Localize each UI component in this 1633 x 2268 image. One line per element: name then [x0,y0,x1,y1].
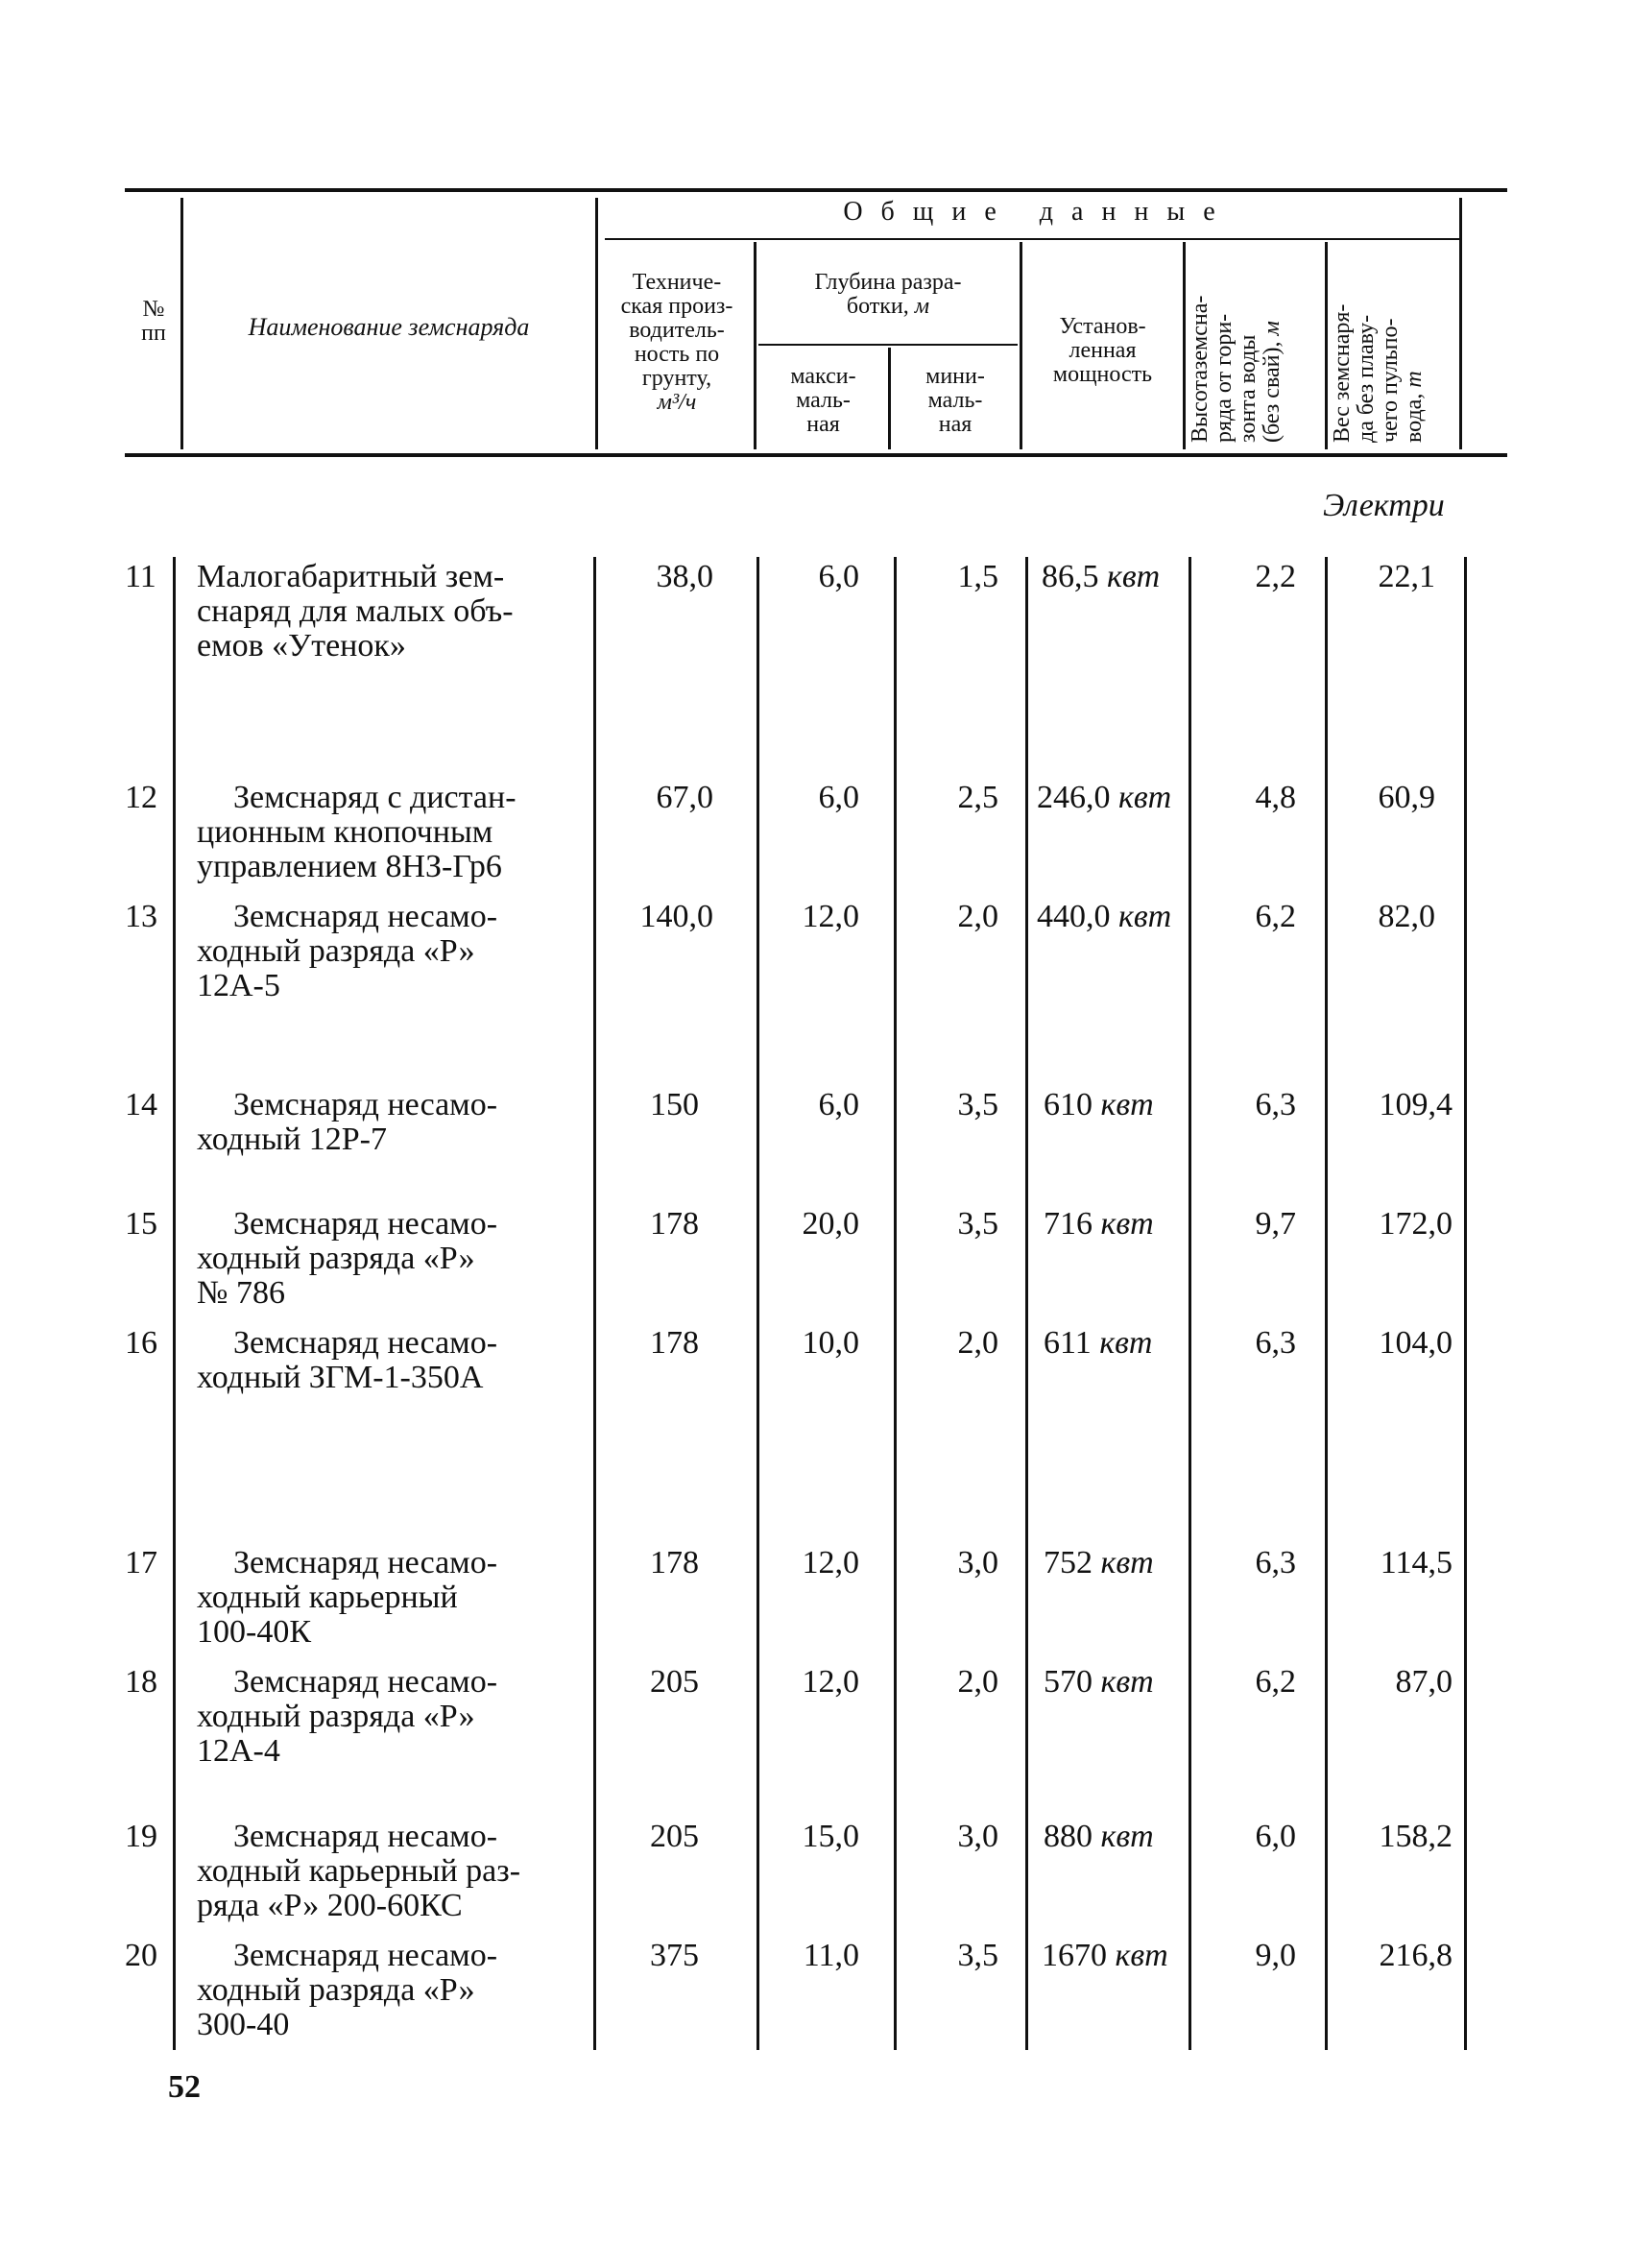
header-divider [754,242,756,449]
productivity-value: 140,0 [639,899,713,934]
productivity-value: 178 [650,1325,699,1361]
col-height-header [1189,246,1318,443]
row-number: 14 [125,1087,157,1122]
body-divider [1325,557,1328,2050]
power-unit: квт [1107,559,1161,594]
power-number: 1670 [1042,1938,1107,1973]
power-value [1044,1665,1188,1700]
power-value [1044,1088,1188,1122]
productivity-value: 178 [650,1206,699,1242]
power-unit: квт [1100,1545,1154,1580]
power-number: 246,0 [1037,780,1111,815]
power-value [1044,1546,1188,1580]
depth-header-underline [758,344,1018,346]
col-productivity-header [600,271,754,415]
depth-max-value: 20,0 [802,1206,859,1242]
col-productivity-label: Техниче- ская произ- водитель- ность по грунту, [620,270,733,391]
power-unit: квт [1099,1325,1153,1361]
group-title-underline [605,238,1459,240]
dredger-name: Земснаряд несамо- ходный разряда «Р» 12А-5 [197,899,498,1003]
col-productivity-unit: м³/ч [657,390,697,415]
productivity-value: 375 [650,1938,699,1973]
weight-value: 82,0 [1378,899,1435,934]
dredger-name: Земснаряд несамо- ходный разряда «Р» № 786 [197,1206,498,1311]
body-divider [756,557,759,2050]
dredger-name: Земснаряд несамо- ходный ЗГМ-1-350А [197,1325,498,1395]
col-no-header: № пп [141,297,166,346]
col-height-unit: м [1260,321,1285,336]
height-value: 6,2 [1255,899,1296,934]
header-bottom-rule [125,453,1507,457]
row-number: 13 [125,899,157,934]
group-title: О б щ и е д а н н ы е [843,197,1221,227]
power-value [1044,1207,1188,1242]
depth-min-value: 1,5 [957,559,998,594]
power-unit: квт [1118,899,1172,934]
dredger-name: Земснаряд несамо- ходный разряда «Р» 12А-4 [197,1664,498,1769]
col-weight-label: Вес земснаря- да без плаву- чего пульпо- вода, [1330,303,1427,443]
depth-max-value: 12,0 [802,899,859,934]
depth-min-value: 3,5 [957,1938,998,1973]
depth-max-value: 6,0 [818,1087,859,1122]
col-height-label: Высотаземсна- ряда от гори- зонта воды (без свай), [1188,295,1285,443]
productivity-value: 67,0 [656,780,713,815]
productivity-value: 178 [650,1545,699,1580]
weight-value: 87,0 [1395,1664,1453,1700]
col-depth-label: Глубина разра- ботки, [814,270,962,319]
depth-max-value: 6,0 [818,780,859,815]
depth-min-value: 2,5 [957,780,998,815]
depth-max-value: 6,0 [818,559,859,594]
weight-value: 114,5 [1380,1545,1453,1580]
header-divider [1183,242,1186,449]
productivity-value: 205 [650,1664,699,1700]
power-unit: квт [1100,1819,1154,1854]
body-divider [1025,557,1028,2050]
weight-value: 109,4 [1379,1087,1453,1122]
col-weight-unit: т [1402,371,1427,388]
weight-value: 158,2 [1379,1819,1453,1854]
height-value: 4,8 [1255,780,1296,815]
weight-value: 22,1 [1378,559,1435,594]
height-value: 6,3 [1255,1087,1296,1122]
power-value [1042,1939,1189,1973]
power-unit: квт [1100,1206,1154,1242]
depth-min-value: 2,0 [957,899,998,934]
power-number: 752 [1044,1545,1093,1580]
row-number: 11 [125,559,156,594]
col-name-header: Наименование земснаряда [248,313,530,341]
weight-value: 216,8 [1379,1938,1453,1973]
row-number: 15 [125,1206,157,1242]
height-value: 2,2 [1255,559,1296,594]
power-number: 570 [1044,1664,1093,1700]
power-number: 880 [1044,1819,1093,1854]
power-number: 610 [1044,1087,1093,1122]
header-divider [1459,198,1462,449]
height-value: 6,3 [1255,1325,1296,1361]
dredger-name: Земснаряд с дистан- ционным кнопочным управлением 8НЗ-Гр6 [197,780,516,884]
page-number: 52 [168,2069,201,2105]
top-rule [125,188,1507,192]
depth-max-value: 10,0 [802,1325,859,1361]
power-number: 716 [1044,1206,1093,1242]
height-value: 6,3 [1255,1545,1296,1580]
dredger-name: Малогабаритный зем- снаряд для малых объ- емов «Утенок» [197,559,514,664]
depth-max-value: 12,0 [802,1545,859,1580]
dredger-name: Земснаряд несамо- ходный 12Р-7 [197,1087,498,1157]
depth-min-value: 3,5 [957,1206,998,1242]
col-depth-unit: м [914,294,930,319]
row-number: 19 [125,1819,157,1854]
weight-value: 60,9 [1378,780,1435,815]
depth-min-value: 3,5 [957,1087,998,1122]
header-divider [595,198,598,449]
depth-min-value: 2,0 [957,1664,998,1700]
dredger-name: Земснаряд несамо- ходный разряда «Р» 300-40 [197,1938,498,2042]
height-value: 9,0 [1255,1938,1296,1973]
power-value [1037,900,1189,934]
body-divider [593,557,596,2050]
depth-max-value: 12,0 [802,1664,859,1700]
power-unit: квт [1118,780,1172,815]
row-number: 16 [125,1325,157,1361]
col-weight-header [1331,246,1455,443]
power-unit: квт [1100,1664,1154,1700]
power-value [1044,1820,1188,1854]
dredger-name: Земснаряд несамо- ходный карьерный 100-40К [197,1545,498,1650]
col-power-header: Установ- ленная мощность [1052,314,1153,387]
depth-max-value: 11,0 [803,1938,859,1973]
depth-min-value: 3,0 [957,1545,998,1580]
body-divider [894,557,897,2050]
power-value [1044,1326,1188,1361]
col-depth-max-header: макси- маль- ная [790,364,856,437]
body-divider [173,557,176,2050]
power-number: 86,5 [1042,559,1099,594]
power-unit: квт [1115,1938,1168,1973]
depth-max-value: 15,0 [802,1819,859,1854]
row-number: 12 [125,780,157,815]
row-number: 17 [125,1545,157,1580]
height-value: 9,7 [1255,1206,1296,1242]
power-value [1042,560,1186,594]
section-label: Электри [1323,488,1445,523]
productivity-value: 150 [650,1087,699,1122]
depth-min-value: 2,0 [957,1325,998,1361]
weight-value: 104,0 [1379,1325,1453,1361]
header-divider [1325,242,1328,449]
row-number: 18 [125,1664,157,1700]
col-depth-header [758,271,1018,319]
weight-value: 172,0 [1379,1206,1453,1242]
productivity-value: 205 [650,1819,699,1854]
body-divider [1189,557,1191,2050]
productivity-value: 38,0 [656,559,713,594]
power-number: 611 [1044,1325,1092,1361]
col-depth-min-header: мини- маль- ная [925,364,985,437]
power-number: 440,0 [1037,899,1111,934]
height-value: 6,0 [1255,1819,1296,1854]
power-unit: квт [1100,1087,1154,1122]
dredger-name: Земснаряд несамо- ходный карьерный раз- ряда «Р» 200-60КС [197,1819,521,1923]
row-number: 20 [125,1938,157,1973]
depth-min-value: 3,0 [957,1819,998,1854]
height-value: 6,2 [1255,1664,1296,1700]
power-value [1037,781,1189,815]
body-divider [1464,557,1467,2050]
